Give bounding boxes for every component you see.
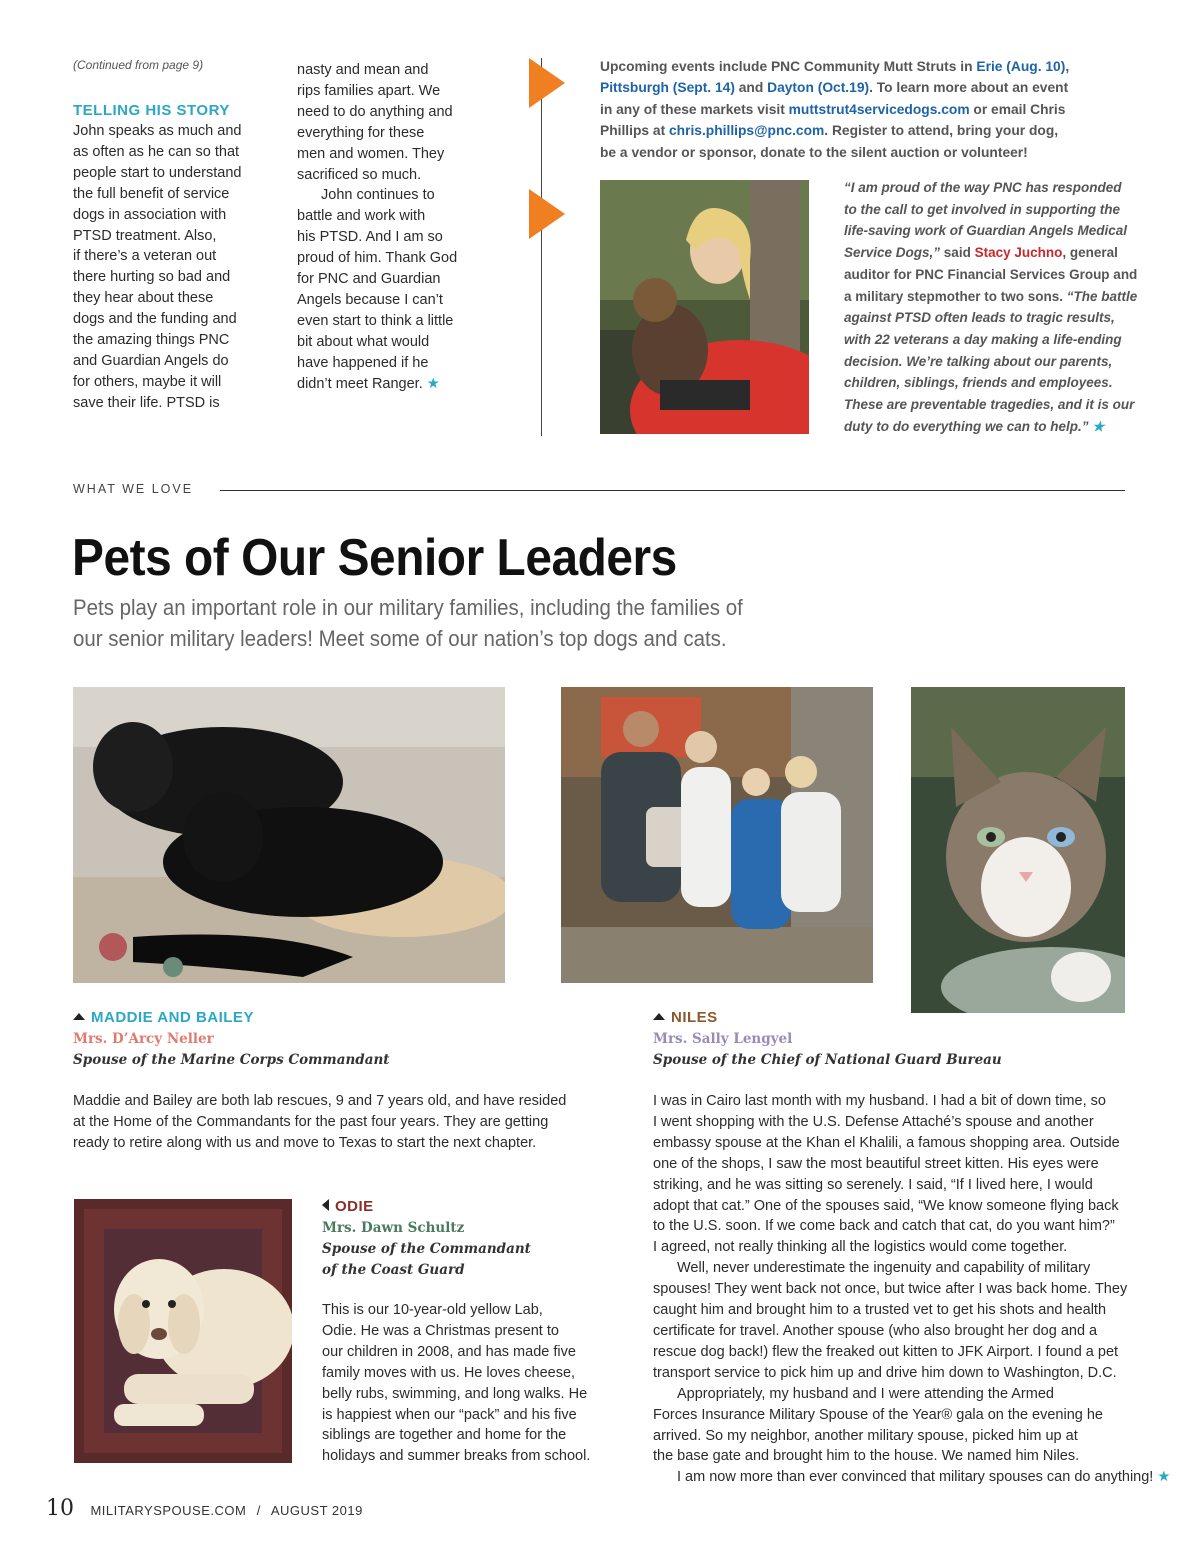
caption-arrow-up-icon [653,1013,665,1020]
quote-text: auditor for PNC Financial Services Group and [844,266,1138,282]
paragraph-line: life-saving work of Guardian Angels Medical [844,223,1128,239]
family-with-cat-carrier-photo [561,687,873,983]
yellow-lab-photo [74,1199,292,1463]
owner-role: Spouse of the Chief of National Guard Bureau [653,1052,1002,1068]
paragraph-line: for PNC and Guardian [297,271,441,288]
quote-block [844,177,1154,437]
paragraph-line: the base gate and brought him to the house. We named him Niles. [653,1448,1080,1465]
events-paragraph [600,56,1120,163]
paragraph-line: PTSD treatment. Also, [73,227,217,244]
events-text: be a vendor or sponsor, donate to the silent auction or volunteer! [600,144,1028,160]
paragraph-line: children, siblings, friends and employees. [844,375,1113,391]
paragraph-line: spouses! They went back not once, but twice after I was back home. They [653,1281,1128,1298]
paragraph-line: to the U.S. soon. If we come back and catch that cat, do you want him?” [653,1218,1115,1235]
paragraph-line: nasty and mean and [297,62,429,78]
footer-separator: / [256,1503,261,1518]
paragraph-line: family moves with us. He loves cheese, [322,1364,576,1381]
paragraph-line: Well, never underestimate the ingenuity and capability of military [677,1260,1091,1277]
events-text: Phillips at [600,123,669,139]
owner-name: Mrs. Dawn Schultz [322,1220,465,1236]
paragraph-line: caught him and brought him to a trusted vet to get his shots and health [653,1302,1107,1319]
paragraph-line: the full benefit of service [73,185,230,202]
subtitle-line: our senior military leaders! Meet some of our nation’s top dogs and cats. [73,626,727,651]
page-subtitle [73,592,817,654]
pittsburgh-link[interactable]: Pittsburgh (Sept. 14) [600,80,735,96]
footer-site: MILITARYSPOUSE.COM [90,1503,247,1518]
quote-text: Service Dogs,” [844,245,941,261]
paragraph-line: men and women. They [297,145,445,162]
page-footer [46,1494,363,1524]
paragraph-line: Appropriately, my husband and I were attending the Armed [677,1385,1054,1402]
paragraph-line: certificate for travel. Another spouse (who also brought her dog and a [653,1322,1098,1339]
paragraph-line: This is our 10-year-old yellow Lab, [322,1302,543,1318]
paragraph-line: at the Home of the Commandants for the past four years. They are getting [73,1113,549,1130]
column-1-text [73,121,273,414]
paragraph-line: bit about what would [297,333,430,350]
paragraph-line: people start to understand [73,164,242,181]
odie-text [322,1300,612,1467]
maddie-caption [73,1007,553,1071]
woman-with-dog-photo [600,180,809,434]
quote-text: a military stepmother to two sons. [844,288,1067,304]
quote-text: “The battle [1066,288,1138,304]
last-line: didn’t meet Ranger. [297,375,423,392]
subtitle-line: Pets play an important role in our military families, including the families of [73,595,743,620]
paragraph-line: ready to retire along with us and move to Texas to start the next chapter. [73,1134,537,1151]
paragraph-line: I went shopping with the U.S. Defense Attaché’s spouse and another [653,1113,1094,1130]
paragraph-line: “I am proud of the way PNC has responded [844,180,1122,195]
events-text: and [734,80,768,96]
orange-arrow-icon [529,189,565,239]
paragraph-line: rescue dog back!) flew the freaked out kitten to JFK Airport. I found a pet [653,1343,1119,1360]
footer-date: AUGUST 2019 [270,1503,363,1518]
column-1 [73,58,273,414]
paragraph-line: with 22 veterans a day making a life-ending [844,331,1122,347]
events-text: . Register to attend, bring your dog, [824,123,1059,139]
black-labs-photo [73,687,505,983]
paragraph-line: belly rubs, swimming, and long walks. He [322,1385,588,1402]
paragraph-line: and Guardian Angels do [73,352,229,369]
paragraph-line: Angels because I can’t [297,291,443,308]
paragraph-line: decision. We’re talking about our parents, [844,353,1113,369]
niles-caption [653,1007,1053,1071]
events-text: . To learn more about an event [869,80,1069,96]
kitten-photo [911,687,1125,1013]
paragraph-line: rips families apart. We [297,82,441,99]
end-star-icon: ★ [426,375,440,392]
paragraph-line: battle and work with [297,208,426,225]
paragraph-line: have happened if he [297,354,429,371]
paragraph-line: dogs and the funding and [73,311,237,328]
paragraph-line: his PTSD. And I am so [297,229,443,246]
paragraph-line: one of the shops, I saw the most beautiful street kitten. His eyes were [653,1155,1099,1172]
paragraph-line: John speaks as much and [73,123,242,139]
events-text: in any of these markets visit [600,101,789,117]
events-text: or email Chris [969,101,1066,117]
column-divider [541,58,542,436]
paragraph-line: transport service to pick him up and drive him down to Washington, D.C. [653,1364,1117,1381]
website-link[interactable]: muttstrut4servicedogs.com [788,101,970,117]
paragraph-line: Odie. He was a Christmas present to [322,1322,559,1339]
owner-name: Mrs. Sally Lengyel [653,1031,793,1047]
pet-name: MADDIE AND BAILEY [91,1009,254,1026]
paragraph-line: embassy spouse at the Khan el Khalili, a famous shopping area. Outside [653,1134,1120,1151]
paragraph-line: striking, and he was sitting so serenely. I said, “If I lived here, I would [653,1176,1093,1193]
paragraph-line: is happiest when our “pack” and his five [322,1406,577,1423]
paragraph-line: as often as he can so that [73,143,240,160]
paragraph-line: adopt that cat.” One of the spouses said, “We know someone flying back [653,1197,1119,1214]
column-2 [297,60,497,395]
paragraph-line: even start to think a little [297,312,454,329]
paragraph-line: sacrificed so much. [297,166,422,183]
section-heading: TELLING HIS STORY [73,102,230,119]
paragraph-line: dogs in association with [73,206,227,223]
paragraph-line: our children in 2008, and has made five [322,1343,576,1360]
page-number: 10 [46,1496,74,1521]
paragraph-line: John continues to [321,187,435,204]
quote-text: said [940,245,975,261]
kicker-rule [220,490,1125,491]
paragraph-line: I am now more than ever convinced that military spouses can do anything! [677,1469,1154,1486]
paragraph-line: These are preventable tragedies, and it is our [844,397,1135,413]
paragraph-line: Maddie and Bailey are both lab rescues, 9 and 7 years old, and have resided [73,1093,567,1109]
paragraph-line: I agreed, not really thinking all the logistics would come together. [653,1239,1068,1256]
owner-role: Spouse of the Commandant [322,1241,531,1257]
email-link[interactable]: chris.phillips@pnc.com [669,123,825,139]
paragraph-line: Forces Insurance Military Spouse of the Year® gala on the evening he [653,1406,1103,1423]
continued-note: (Continued from page 9) [73,58,204,72]
events-text: , [1065,59,1070,74]
dayton-link[interactable]: Dayton (Oct.19) [767,80,870,96]
section-kicker: WHAT WE LOVE [73,482,194,496]
pet-name: NILES [671,1009,718,1026]
owner-role: Spouse of the Marine Corps Commandant [73,1052,390,1068]
paragraph-line: arrived. So my neighbor, another military spouse, picked him up at [653,1427,1078,1444]
end-star-icon: ★ [1092,418,1105,434]
end-star-icon: ★ [1157,1469,1171,1486]
paragraph-line: they hear about these [73,290,214,307]
paragraph-line: save their life. PTSD is [73,394,220,411]
paragraph-line: I was in Cairo last month with my husband. I had a bit of down time, so [653,1093,1106,1109]
quote-text: duty to do everything we can to help.” [844,418,1089,434]
paragraph-line: for others, maybe it will [73,373,222,390]
caption-arrow-left-icon [322,1199,329,1211]
paragraph-line: everything for these [297,124,425,141]
events-text: Upcoming events include PNC Community Mutt Struts in [600,59,977,74]
quoted-person-name: Stacy Juchno [974,245,1063,261]
orange-arrow-icon [529,58,565,108]
paragraph-line: to the call to get involved in supporting the [844,201,1121,217]
owner-name: Mrs. D’Arcy Neller [73,1031,214,1047]
paragraph-line: there hurting so bad and [73,269,231,286]
owner-role: of the Coast Guard [322,1262,465,1278]
paragraph-line: the amazing things PNC [73,332,230,349]
maddie-text [73,1091,573,1154]
quote-text: , general [1062,245,1118,261]
pet-name: ODIE [335,1198,374,1215]
erie-link[interactable]: Erie (Aug. 10) [976,59,1066,74]
page-title: Pets of Our Senior Leaders [72,529,677,587]
paragraph-line: against PTSD often leads to tragic results, [844,310,1115,326]
paragraph-line: need to do anything and [297,103,453,120]
paragraph-line: holidays and summer breaks from school. [322,1448,591,1465]
paragraph-line: proud of him. Thank God [297,250,458,267]
paragraph-line: if there’s a veteran out [73,248,217,265]
caption-arrow-up-icon [73,1013,85,1020]
paragraph-line: siblings are together and home for the [322,1427,567,1444]
odie-caption [322,1196,602,1281]
niles-text [653,1091,1171,1488]
